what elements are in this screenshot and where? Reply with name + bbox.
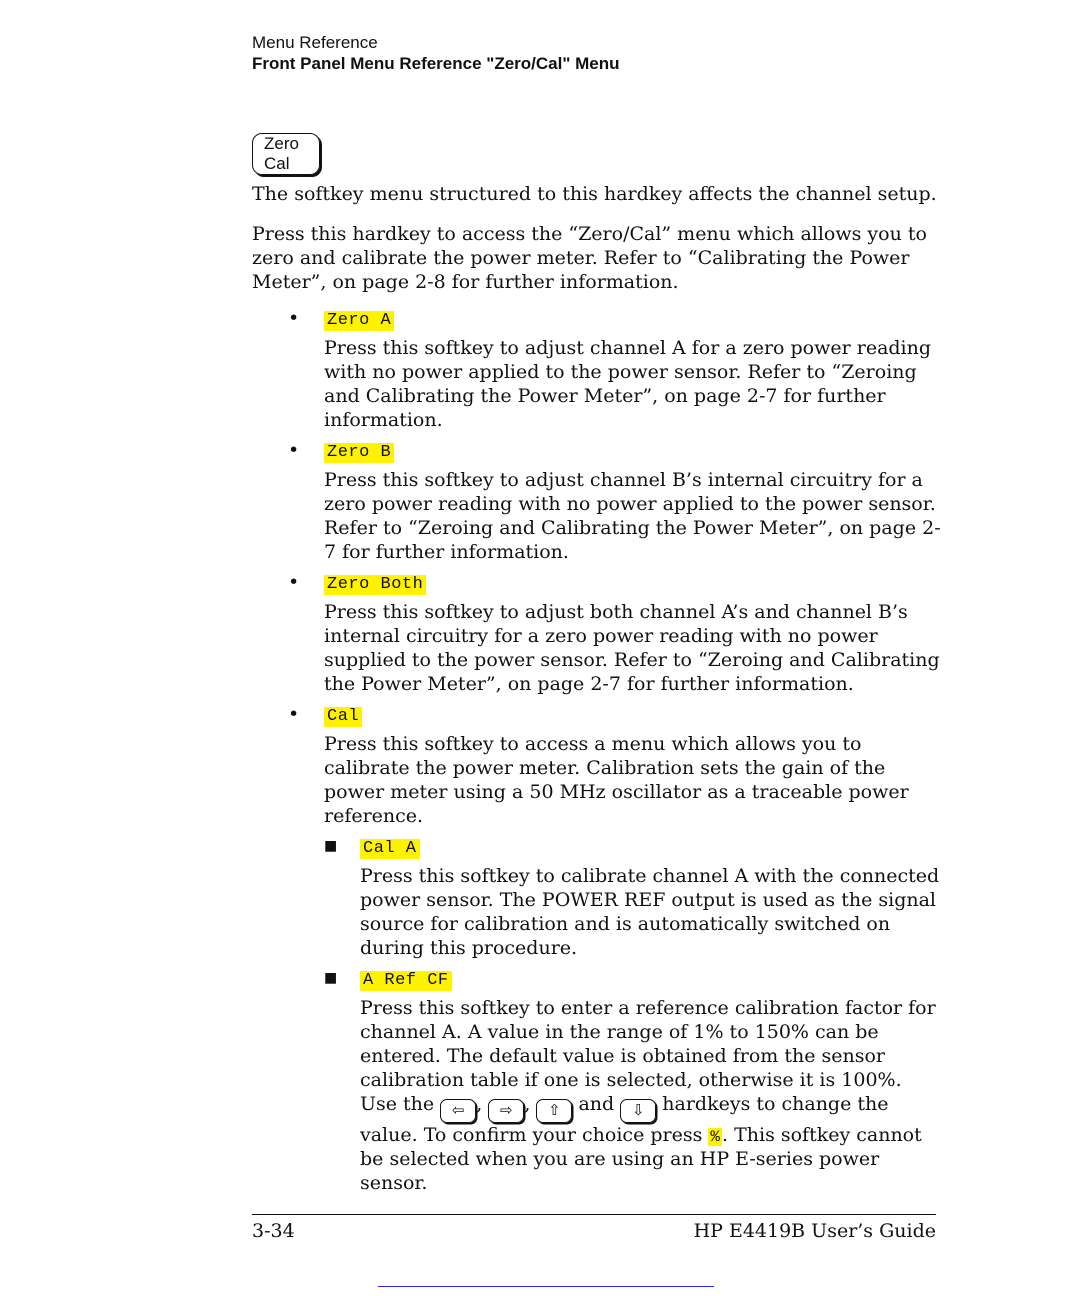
page-content <box>252 182 942 1201</box>
softkey-percent: % <box>710 1128 720 1146</box>
softkey-description: Press this softkey to adjust both channel A’s and channel B’s internal circuitry for a zero power reading with no power supplied to the power sensor. Refer to “Zeroing and Calibrating the Power Meter”, on page 2-7 for further information. <box>324 601 940 695</box>
list-item-zero-a <box>288 306 942 432</box>
softkey-description: Press this softkey to access a menu which allows you to calibrate the power meter. Calibration sets the gain of the power meter using a 50 MHz oscillator as a traceable power reference. <box>324 733 909 827</box>
zero-cal-hardkey-icon <box>252 133 320 175</box>
header-title: Front Panel Menu Reference "Zero/Cal" Menu <box>252 54 620 73</box>
softkey-description: Press this softkey to adjust channel B’s internal circuitry for a zero power reading with no power applied to the power sensor. Refer to “Zeroing and Calibrating the Power Meter”, on page 2-7 for further information. <box>324 469 941 563</box>
bullet: • <box>288 703 300 725</box>
left-arrow-key-icon: ⇦ <box>440 1099 476 1123</box>
softkey-zero-a: Zero A <box>324 311 394 331</box>
sublist-item-a-ref-cf <box>324 966 942 1195</box>
list-item-zero-b <box>288 438 942 564</box>
intro-paragraph-1: The softkey menu structured to this hardkey affects the channel setup. <box>252 183 937 205</box>
up-arrow-key-icon: ⇧ <box>536 1099 572 1123</box>
bottom-link-underline[interactable] <box>378 1286 714 1287</box>
and-text: and <box>578 1093 615 1115</box>
softkey-zero-both: Zero Both <box>324 575 426 595</box>
softkey-description <box>360 996 942 1195</box>
desc-text-3: . This softkey cannot be selected when you are using an HP E-series power sensor. <box>360 1124 922 1194</box>
bullet: • <box>288 439 300 461</box>
footer-divider <box>252 1214 936 1215</box>
bullet: • <box>288 571 300 593</box>
softkey-description: Press this softkey to calibrate channel A with the connected power sensor. The POWER REF output is used as the signal source for calibration and is automatically switched on during this procedure. <box>360 865 940 959</box>
down-arrow-key-icon: ⇩ <box>620 1099 656 1123</box>
page-number: 3-34 <box>252 1220 295 1242</box>
list-item-zero-both <box>288 570 942 696</box>
square-bullet: ■ <box>324 970 338 986</box>
list-item-cal <box>288 702 942 828</box>
bullet: • <box>288 307 300 329</box>
header-section: Menu Reference <box>252 33 378 52</box>
softkey-cal: Cal <box>324 707 362 727</box>
hardkey-label-line1: Zero <box>264 134 299 153</box>
intro-paragraph-2: Press this hardkey to access the “Zero/Cal” menu which allows you to zero and calibrate the power meter. Refer to “Calibrating the Power Meter”, on page 2-8 for further information. <box>252 223 927 293</box>
comma: , <box>476 1093 483 1115</box>
running-header <box>252 32 620 74</box>
guide-title: HP E4419B User’s Guide <box>693 1220 936 1242</box>
comma: , <box>524 1093 531 1115</box>
softkey-a-ref-cf: A Ref CF <box>360 971 452 991</box>
softkey-cal-a: Cal A <box>360 839 420 859</box>
hardkey-label-line2: Cal <box>264 154 290 173</box>
desc-text-1: Press this softkey to enter a reference calibration factor for channel A. A value in the range of 1% to 150% can be entered. The default value is obtained from the sensor calibration table if one is selected, otherwise it is 100%. Use the <box>360 997 936 1115</box>
sublist-item-cal-a <box>324 834 942 960</box>
softkey-description: Press this softkey to adjust channel A for a zero power reading with no power applied to the power sensor. Refer to “Zeroing and Calibrating the Power Meter”, on page 2-7 for further information. <box>324 337 932 431</box>
desc-text-2: hardkeys to change the value. To confirm your choice press <box>360 1093 889 1146</box>
right-arrow-key-icon: ⇨ <box>488 1099 524 1123</box>
square-bullet: ■ <box>324 838 338 854</box>
softkey-zero-b: Zero B <box>324 443 394 463</box>
